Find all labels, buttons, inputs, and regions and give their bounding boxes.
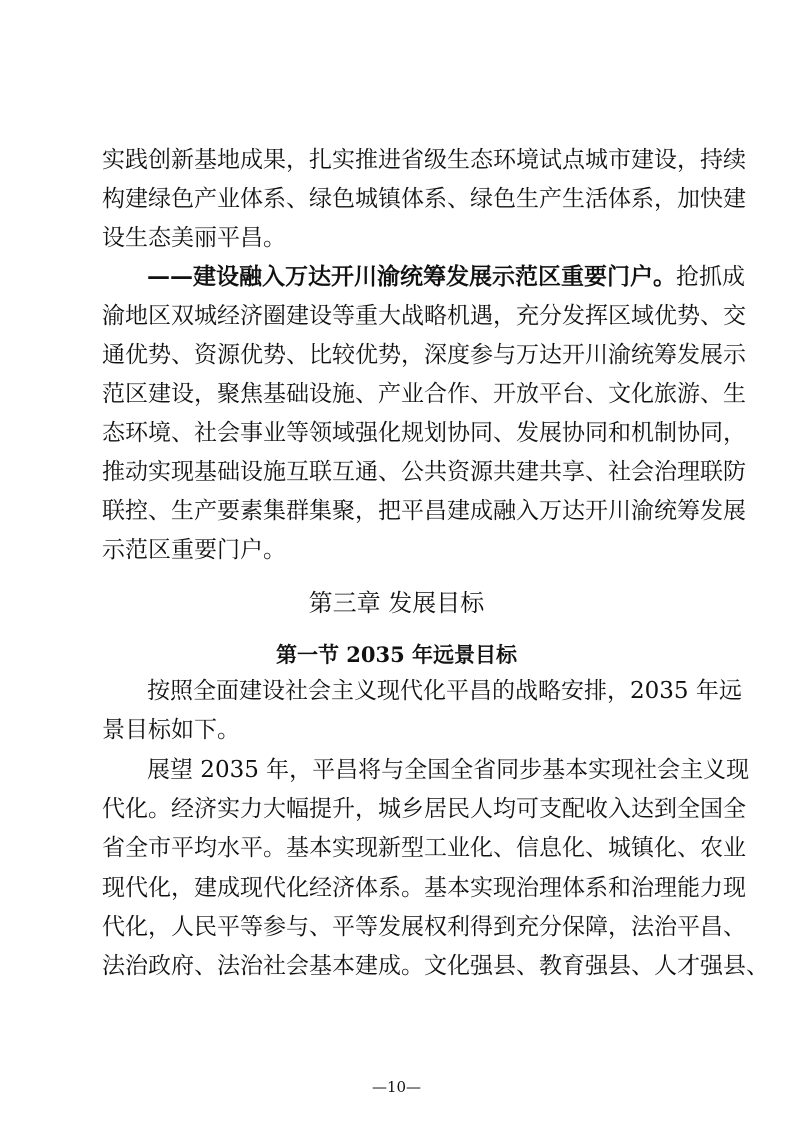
text-span: 抢抓成 bbox=[676, 264, 745, 290]
text-line: 代化。经济实力大幅提升，城乡居民人均可支配收入达到全国全 bbox=[102, 796, 746, 822]
page-number: —10— bbox=[371, 1078, 422, 1096]
text-line: 设生态美丽平昌。 bbox=[102, 225, 286, 251]
text-line: 通优势、资源优势、比较优势，深度参与万达开川渝统筹发展示 bbox=[102, 342, 746, 368]
text-line bbox=[147, 262, 745, 292]
text-line: 示范区重要门户。 bbox=[102, 537, 286, 563]
chapter-title: 第三章 发展目标 bbox=[308, 589, 485, 617]
text-line: 联控、生产要素集群集聚，把平昌建成融入万达开川渝统筹发展 bbox=[102, 498, 746, 524]
text-line: 景目标如下。 bbox=[102, 717, 240, 743]
text-line: 代化，人民平等参与、平等发展权利得到充分保障，法治平昌、 bbox=[102, 914, 746, 940]
section-title: 第一节 2035 年远景目标 bbox=[275, 642, 518, 667]
bold-lead-heading: ——建设融入万达开川渝统筹发展示范区重要门户。 bbox=[147, 263, 676, 290]
text-line: 展望 2035 年，平昌将与全国全省同步基本实现社会主义现 bbox=[147, 757, 750, 783]
text-line: 态环境、社会事业等领域强化规划协同、发展协同和机制协同， bbox=[102, 420, 746, 446]
text-line: 范区建设，聚焦基础设施、产业合作、开放平台、文化旅游、生 bbox=[102, 381, 746, 407]
text-line: 实践创新基地成果，扎实推进省级生态环境试点城市建设，持续 bbox=[102, 147, 746, 173]
text-line: 构建绿色产业体系、绿色城镇体系、绿色生产生活体系，加快建 bbox=[102, 186, 746, 212]
text-line: 现代化，建成现代化经济体系。基本实现治理体系和治理能力现 bbox=[102, 875, 746, 901]
text-line: 渝地区双城经济圈建设等重大战略机遇，充分发挥区域优势、交 bbox=[102, 303, 746, 329]
text-line: 省全市平均水平。基本实现新型工业化、信息化、城镇化、农业 bbox=[102, 835, 746, 861]
text-line: 按照全面建设社会主义现代化平昌的战略安排，2035 年远 bbox=[147, 678, 742, 704]
text-line: 推动实现基础设施互联互通、公共资源共建共享、社会治理联防 bbox=[102, 459, 746, 485]
text-line: 法治政府、法治社会基本建成。文化强县、教育强县、人才强县、 bbox=[102, 953, 769, 979]
